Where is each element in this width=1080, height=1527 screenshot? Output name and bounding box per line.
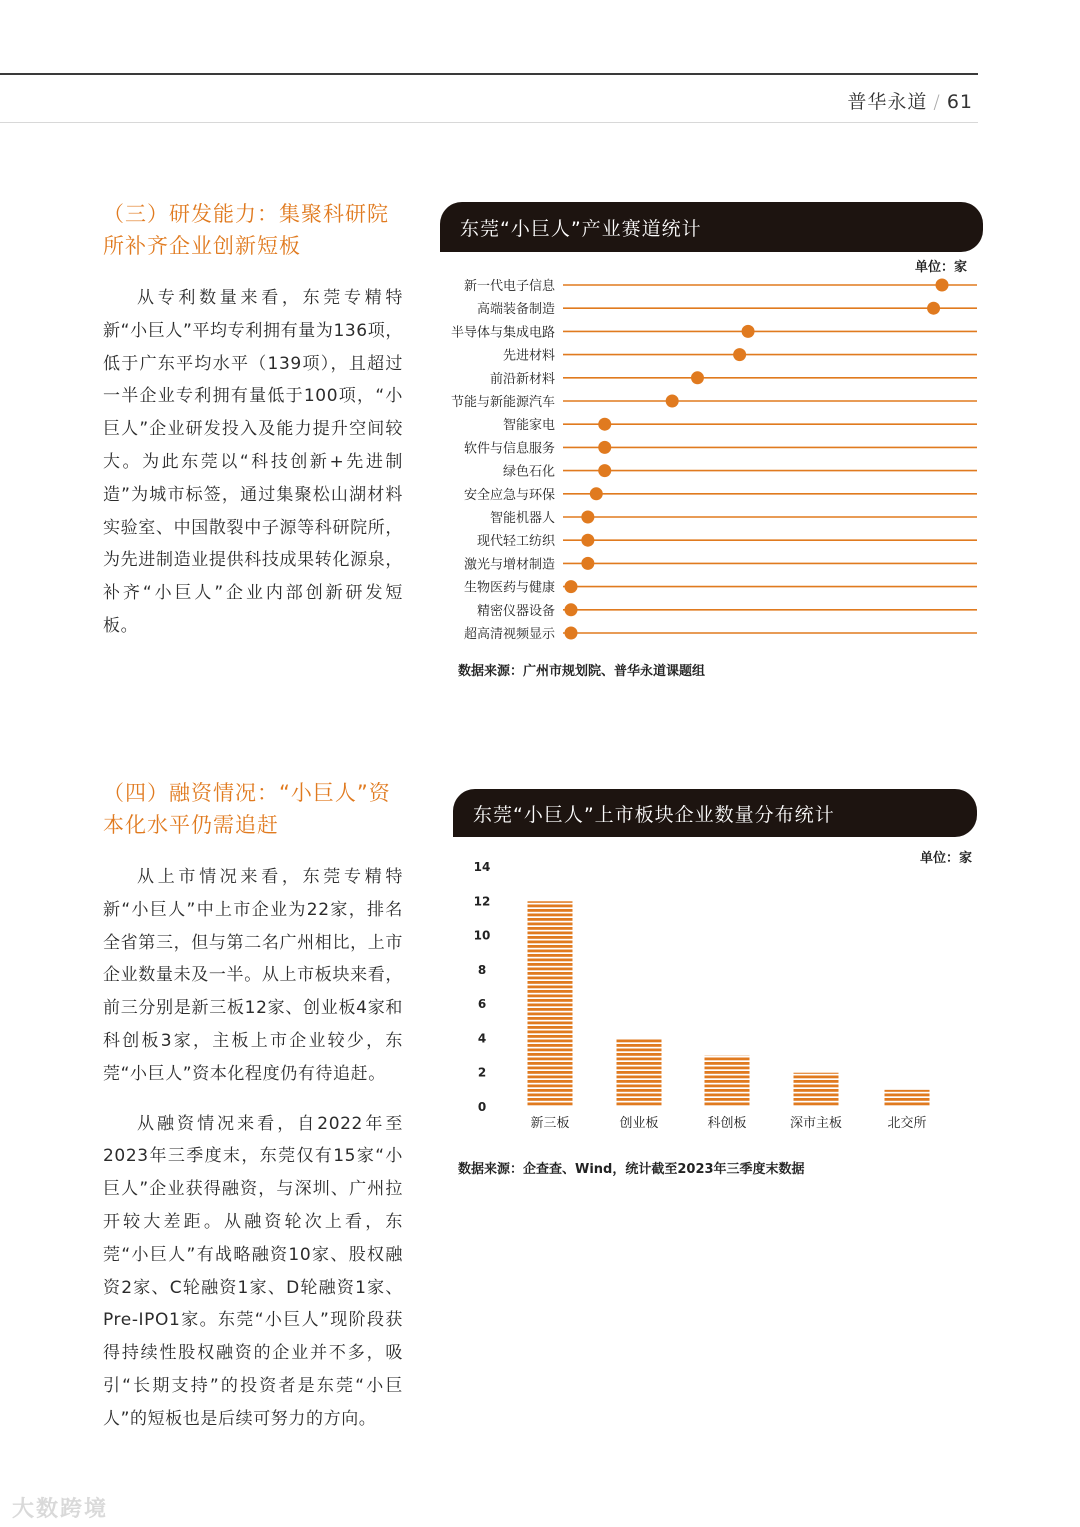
chart2-category-label: 深市主板 <box>789 1116 843 1131</box>
chart2-unit: 单位：家 <box>920 851 973 866</box>
chart1-category-label: 半导体与集成电路 <box>450 325 555 341</box>
chart2-ytick-label: 0 <box>477 1100 487 1114</box>
watermark-logo: 大数跨境 <box>12 1497 109 1522</box>
header-separator: / <box>933 91 941 113</box>
chart1-data-point <box>565 603 578 616</box>
chart2-bar <box>617 1038 662 1107</box>
section4-body <box>103 861 403 1436</box>
chart1-dot-plot <box>430 272 990 647</box>
chart1-data-point <box>581 557 594 570</box>
chart1-data-point <box>733 348 746 361</box>
page-number: 61 <box>946 91 973 113</box>
chart1-data-point <box>565 627 578 640</box>
chart2-source: 数据来源：企查查、Wind，统计截至2023年三季度末数据 <box>458 1162 805 1177</box>
chart1-data-point <box>590 487 603 500</box>
chart2-bar-chart <box>460 855 980 1140</box>
section4-paragraph1: 从上市情况来看，东莞专精特新“小巨人”中上市企业为22家，排名全省第三，但与第二名广州相比，上市企业数量未及一半。从上市板块来看，前三分别是新三板12家、创业板4家和科创板3家，主板上市企业较少，东莞“小巨人”资本化程度仍有待追赶。 <box>103 867 403 1084</box>
chart2-ytick-label: 12 <box>473 894 491 909</box>
chart1-data-point <box>581 511 594 524</box>
chart1-data-point <box>927 302 940 315</box>
chart2-bar <box>528 901 573 1107</box>
chart2-title: 东莞“小巨人”上市板块企业数量分布统计 <box>453 789 977 837</box>
chart2-category-label: 新三板 <box>530 1116 570 1131</box>
chart2-category-label: 创业板 <box>619 1116 659 1131</box>
section3-body <box>103 282 403 643</box>
section4-paragraph2: 从融资情况来看，自2022年至2023年三季度末，东莞仅有15家“小巨人”企业获得融资，与深圳、广州拉开较大差距。从融资轮次上看，东莞“小巨人”有战略融资10家、股权融资2家、C轮融资1家、D轮融资1家、Pre-IPO1家。东莞“小巨人”现阶段获得持续性股权融资的企业并不多，吸引“长期支持”的投资者是东莞“小巨人”的短板也是后续可努力的方向。 <box>103 1113 403 1429</box>
chart1-category-label: 软件与信息服务 <box>463 441 555 457</box>
chart2-ytick-label: 4 <box>477 1031 487 1046</box>
chart1-category-label: 超高清视频显示 <box>463 627 555 642</box>
chart1-data-point <box>742 325 755 338</box>
chart1-data-point <box>691 371 704 384</box>
chart2-ytick-label: 14 <box>473 860 491 874</box>
chart2-category-label: 北交所 <box>887 1116 927 1131</box>
chart1-category-label: 节能与新能源汽车 <box>450 395 555 410</box>
chart1-category-label: 安全应急与环保 <box>463 487 555 503</box>
chart2-bar <box>705 1056 750 1107</box>
section4-title: （四）融资情况：“小巨人”资本化水平仍需追赶 <box>103 781 391 837</box>
chart1-category-label: 先进材料 <box>502 348 555 364</box>
publisher-name: 普华永道 <box>847 91 928 113</box>
chart1-data-point <box>598 464 611 477</box>
chart1-data-point <box>598 418 611 431</box>
chart1-data-point <box>581 534 594 547</box>
chart1-category-label: 前沿新材料 <box>489 371 555 387</box>
chart1-title: 东莞“小巨人”产业赛道统计 <box>440 202 983 252</box>
chart2-ytick-label: 8 <box>477 962 487 977</box>
chart1-unit: 单位：家 <box>915 260 968 275</box>
chart1-category-label: 智能机器人 <box>489 511 555 526</box>
chart1-category-label: 智能家电 <box>502 418 555 434</box>
chart1-category-label: 新一代电子信息 <box>463 279 555 294</box>
chart2-ytick-label: 2 <box>477 1065 487 1080</box>
chart2-category-label: 科创板 <box>707 1116 747 1131</box>
chart1-data-point <box>936 279 949 292</box>
chart1-category-label: 绿色石化 <box>502 464 555 480</box>
chart1-category-label: 激光与增材制造 <box>463 557 555 573</box>
chart1-category-label: 生物医药与健康 <box>463 580 555 596</box>
chart2-bar <box>885 1090 930 1107</box>
chart1-data-point <box>598 441 611 454</box>
chart2-ytick-label: 10 <box>473 928 491 943</box>
section3-paragraph: 从专利数量来看，东莞专精特新“小巨人”平均专利拥有量为136项，低于广东平均水平（139项），且超过一半企业专利拥有量低于100项，“小巨人”企业研发投入及能力提升空间较大。为此东莞以“科技创新+先进制造”为城市标签，通过集聚松山湖材料实验室、中国散裂中子源等科研院所，为先进制造业提供科技成果转化源泉，补齐“小巨人”企业内部创新研发短板。 <box>103 288 403 636</box>
chart1-data-point <box>666 395 679 408</box>
chart1-category-label: 现代轻工纺织 <box>476 534 555 550</box>
page-header <box>847 87 973 114</box>
header-subrule <box>0 122 978 123</box>
chart1-category-label: 精密仪器设备 <box>476 603 555 619</box>
section3-title: （三）研发能力：集聚科研院所补齐企业创新短板 <box>103 202 389 258</box>
chart1-source: 数据来源：广州市规划院、普华永道课题组 <box>458 664 706 679</box>
header-rule <box>0 73 978 75</box>
chart1-category-label: 高端装备制造 <box>476 302 555 318</box>
chart2-ytick-label: 6 <box>477 997 487 1012</box>
chart2-bar <box>794 1073 839 1107</box>
chart1-data-point <box>565 580 578 593</box>
